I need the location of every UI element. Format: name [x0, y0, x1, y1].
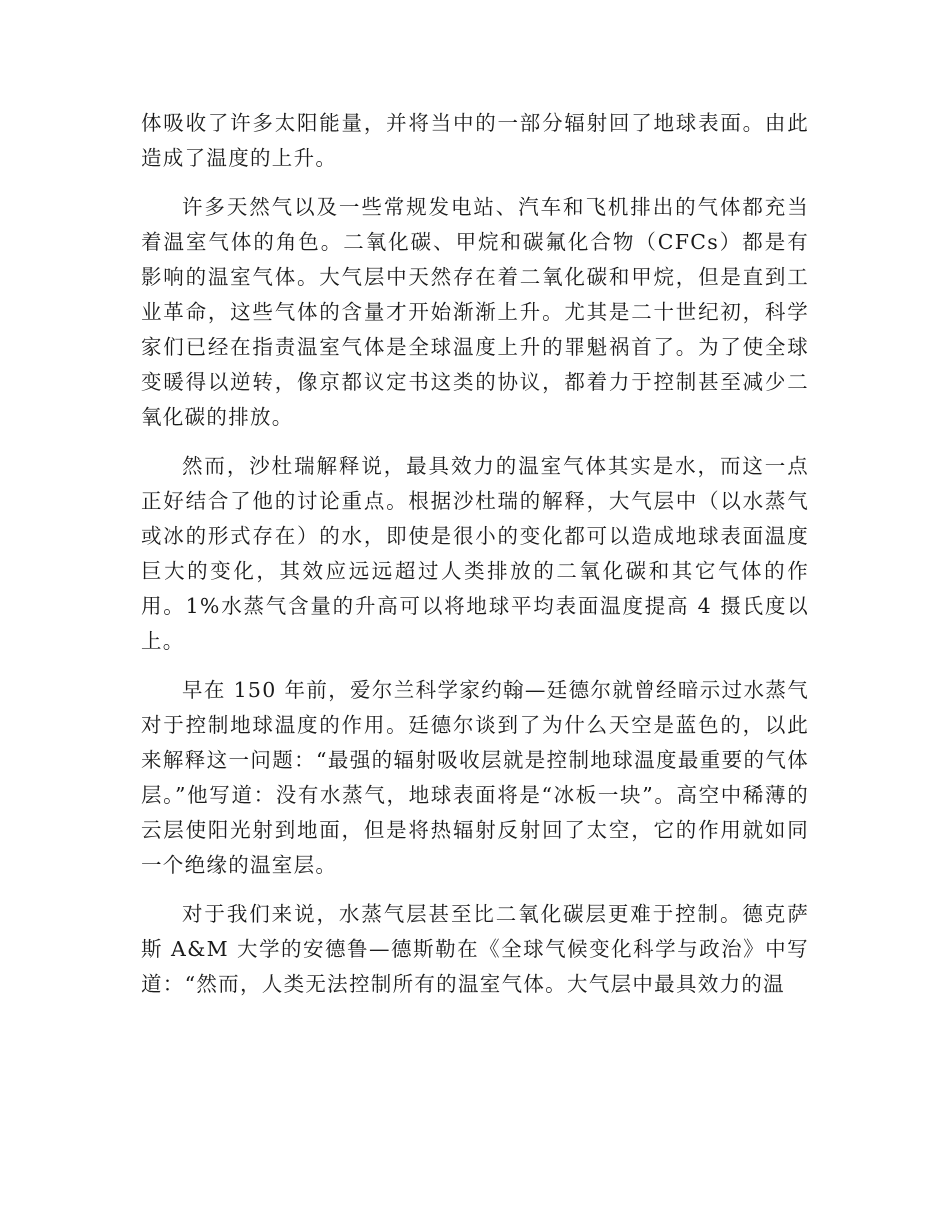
- paragraph-4: 早在 150 年前，爱尔兰科学家约翰—廷德尔就曾经暗示过水蒸气对于控制地球温度的作用。廷德尔谈到了为什么天空是蓝色的，以此来解释这一问题：“最强的辐射吸收层就是控制地球温度最重要的气体层。”他写道：没有水蒸气，地球表面将是“冰板一块”。高空中稀薄的云层使阳光射到地面，但是将热辐射反射回了太空，它的作用就如同一个绝缘的温室层。: [141, 678, 809, 877]
- paragraph-3: 然而，沙杜瑞解释说，最具效力的温室气体其实是水，而这一点正好结合了他的讨论重点。根据沙杜瑞的解释，大气层中（以水蒸气或冰的形式存在）的水，即使是很小的变化都可以造成地球表面温度巨大的变化，其效应远远超过人类排放的二氧化碳和其它气体的作用。1%水蒸气含量的升高可以将地球平均表面温度提高 4 摄氏度以上。: [141, 454, 809, 653]
- document-body: [141, 106, 809, 1016]
- paragraph-5: 对于我们来说，水蒸气层甚至比二氧化碳层更难于控制。德克萨斯 A&M 大学的安德鲁—德斯勒在《全球气候变化科学与政治》中写道：“然而，人类无法控制所有的温室气体。大气层中最具效力的温: [141, 902, 809, 996]
- paragraph-1: 体吸收了许多太阳能量，并将当中的一部分辐射回了地球表面。由此造成了温度的上升。: [141, 111, 809, 170]
- paragraph-2: 许多天然气以及一些常规发电站、汽车和飞机排出的气体都充当着温室气体的角色。二氧化碳、甲烷和碳氟化合物（CFCs）都是有影响的温室气体。大气层中天然存在着二氧化碳和甲烷，但是直到工业革命，这些气体的含量才开始渐渐上升。尤其是二十世纪初，科学家们已经在指责温室气体是全球温度上升的罪魁祸首了。为了使全球变暖得以逆转，像京都议定书这类的协议，都着力于控制甚至减少二氧化碳的排放。: [141, 195, 809, 429]
